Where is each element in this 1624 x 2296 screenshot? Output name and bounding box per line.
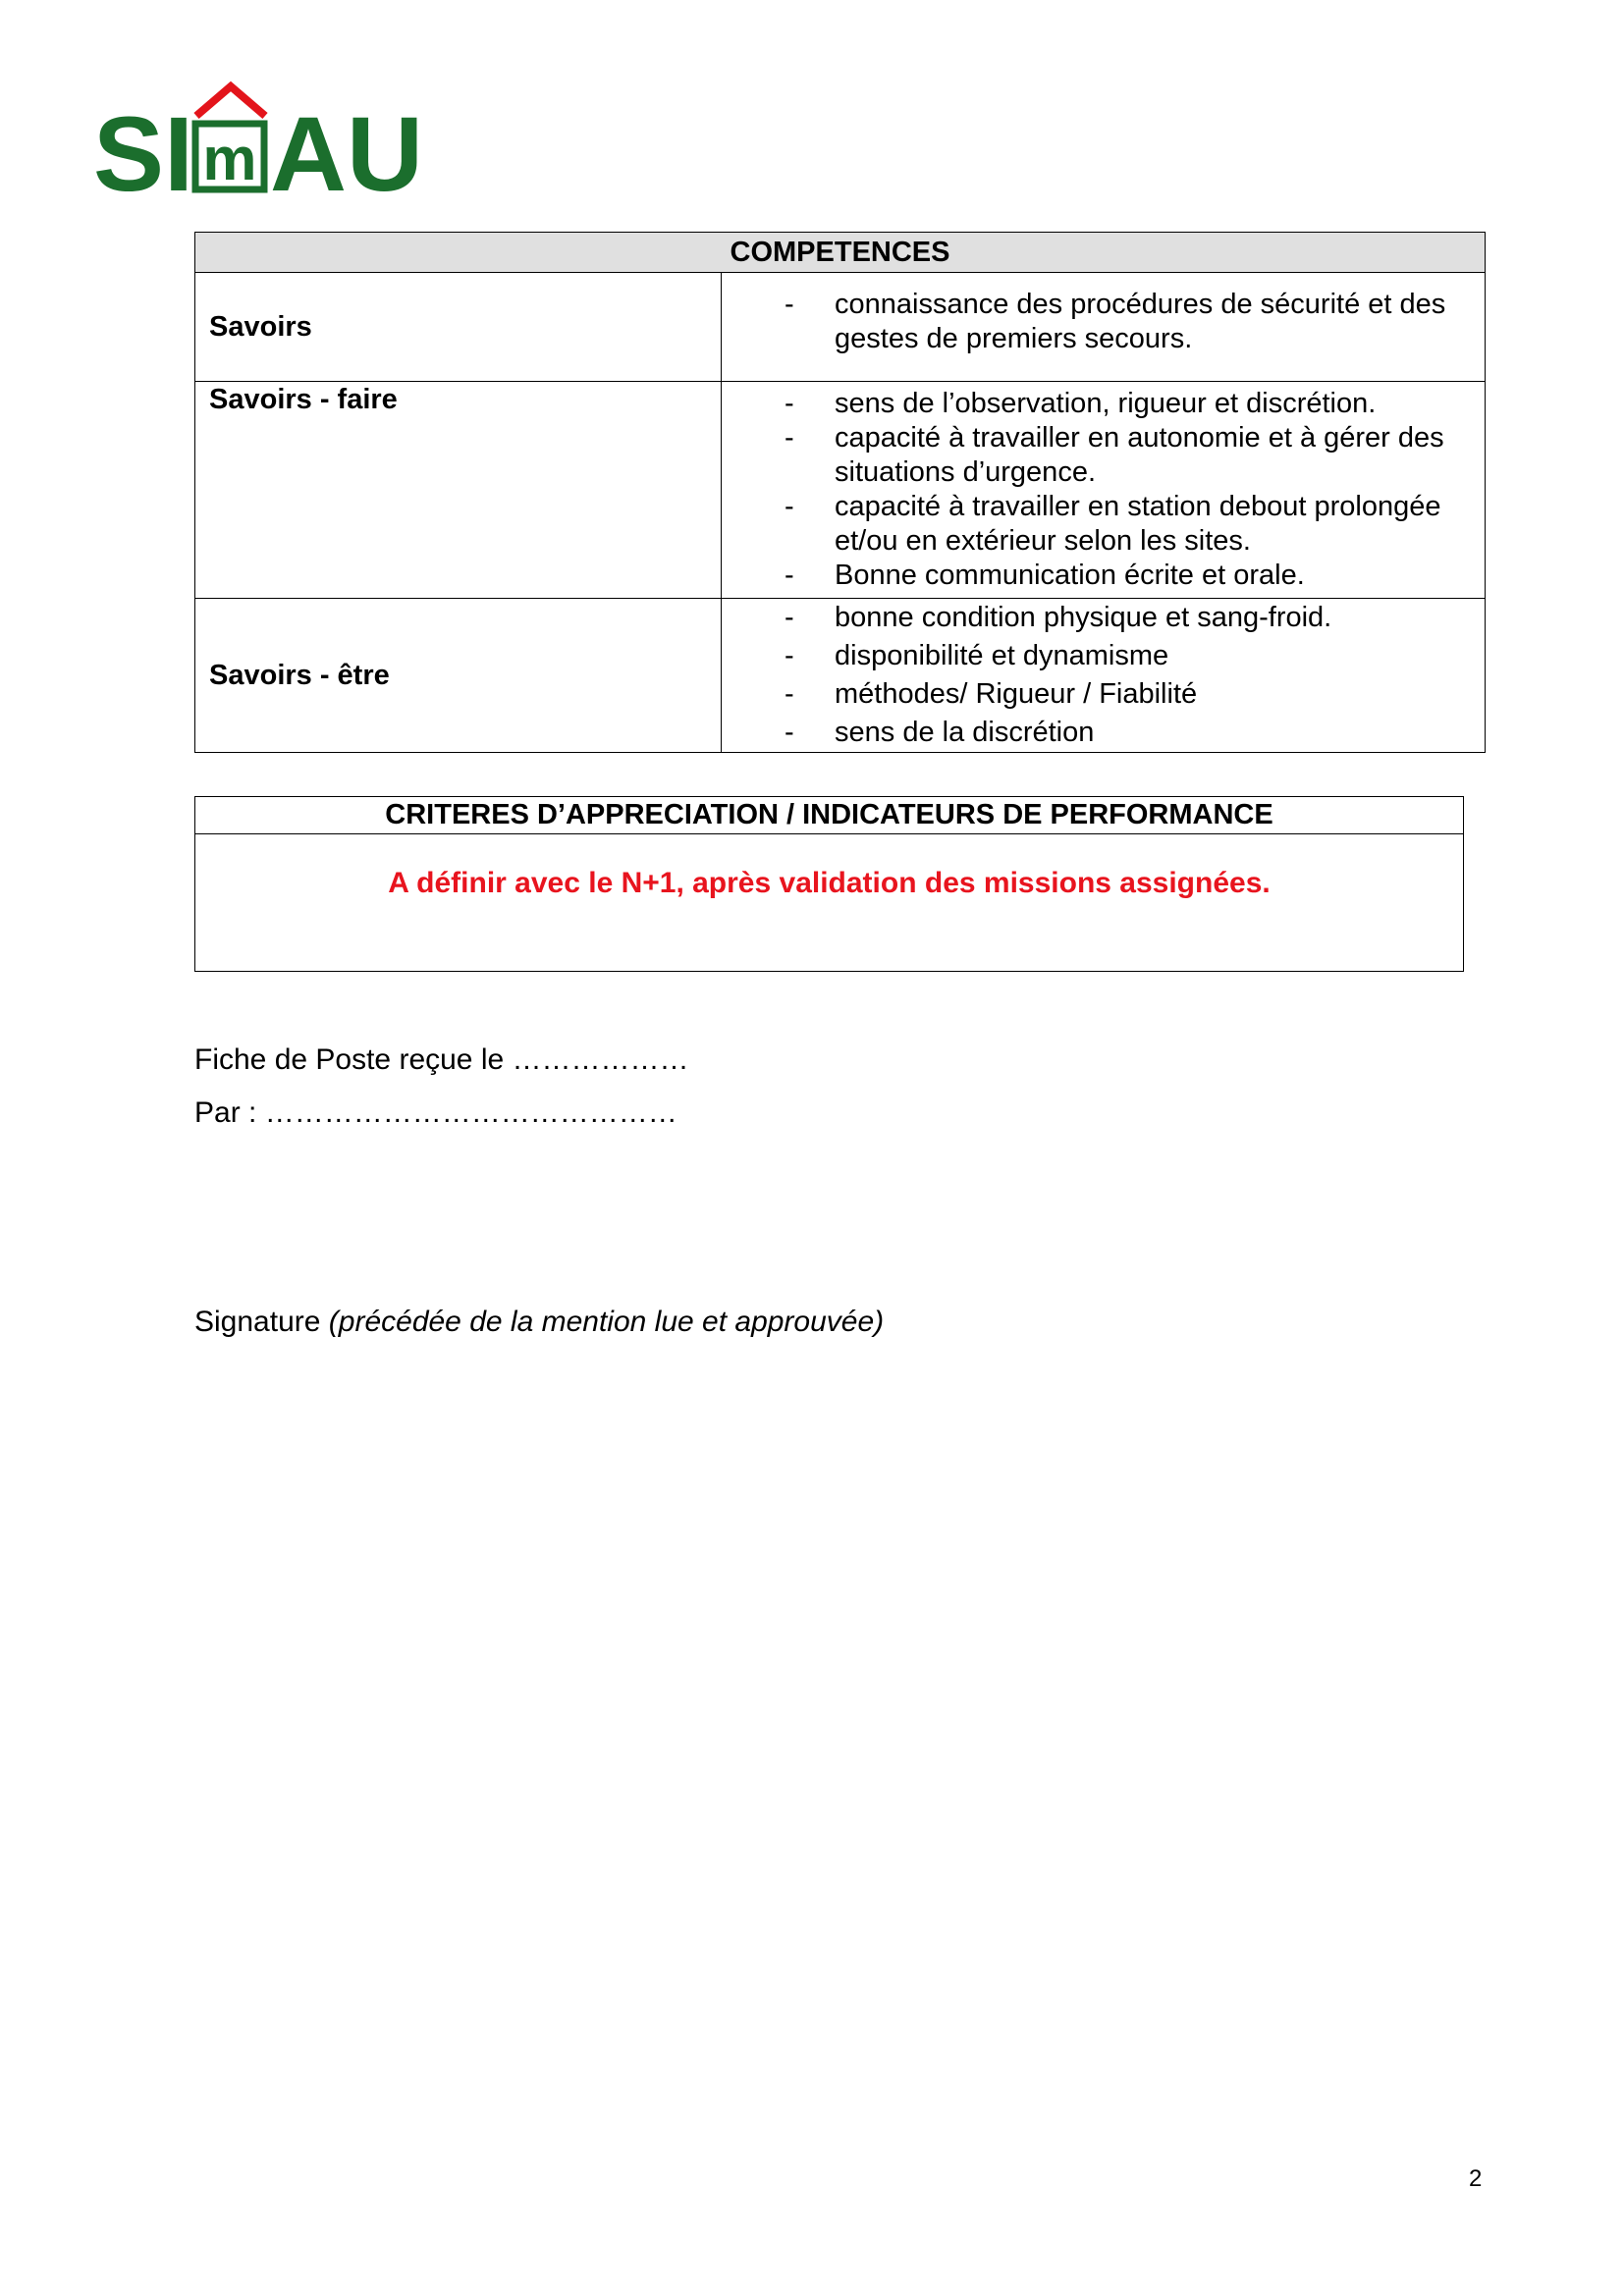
par-line: Par : …………………………………… (194, 1096, 677, 1129)
signature-label: Signature (194, 1306, 321, 1338)
logo-text-au: AU (270, 94, 423, 197)
list-item: - capacité à travailler en station debout prolongée et/ou en extérieur selon les sites. (722, 490, 1485, 559)
table-row-savoirs-etre (195, 599, 1486, 753)
logo-text-si: SI (93, 94, 194, 197)
list-item: - méthodes/ Rigueur / Fiabilité (722, 675, 1485, 714)
list-item: - capacité à travailler en autonomie et à gérer des situations d’urgence. (722, 421, 1485, 490)
list-item: - disponibilité et dynamisme (722, 637, 1485, 675)
logo-text-m: m (202, 126, 257, 193)
savoirs-faire-list (722, 387, 1485, 593)
simau-logo (93, 65, 437, 197)
signature-line (194, 1306, 884, 1339)
row-label: Savoirs - faire (195, 382, 722, 599)
list-item: - bonne condition physique et sang-froid. (722, 599, 1485, 637)
row-label: Savoirs (195, 273, 722, 382)
competences-table (194, 232, 1486, 753)
list-item: - Bonne communication écrite et orale. (722, 559, 1485, 593)
list-item: - connaissance des procédures de sécurité et des gestes de premiers secours. (722, 288, 1485, 356)
list-item: - sens de la discrétion (722, 714, 1485, 752)
list-item: - sens de l’observation, rigueur et discrétion. (722, 387, 1485, 421)
table-row-savoirs-faire (195, 382, 1486, 599)
criteres-title: CRITERES D’APPRECIATION / INDICATEURS DE PERFORMANCE (195, 797, 1463, 834)
row-label: Savoirs - être (195, 599, 722, 753)
competences-header: COMPETENCES (195, 233, 1486, 273)
fiche-recue-line: Fiche de Poste reçue le ……………… (194, 1043, 689, 1076)
table-row-savoirs (195, 273, 1486, 382)
criteres-body: A définir avec le N+1, après validation des missions assignées. (388, 867, 1271, 899)
criteres-box (194, 796, 1464, 972)
savoirs-etre-list (722, 599, 1485, 752)
signature-note: (précédée de la mention lue et approuvée) (328, 1306, 885, 1338)
savoirs-list (722, 288, 1485, 356)
page-number: 2 (1469, 2165, 1483, 2192)
